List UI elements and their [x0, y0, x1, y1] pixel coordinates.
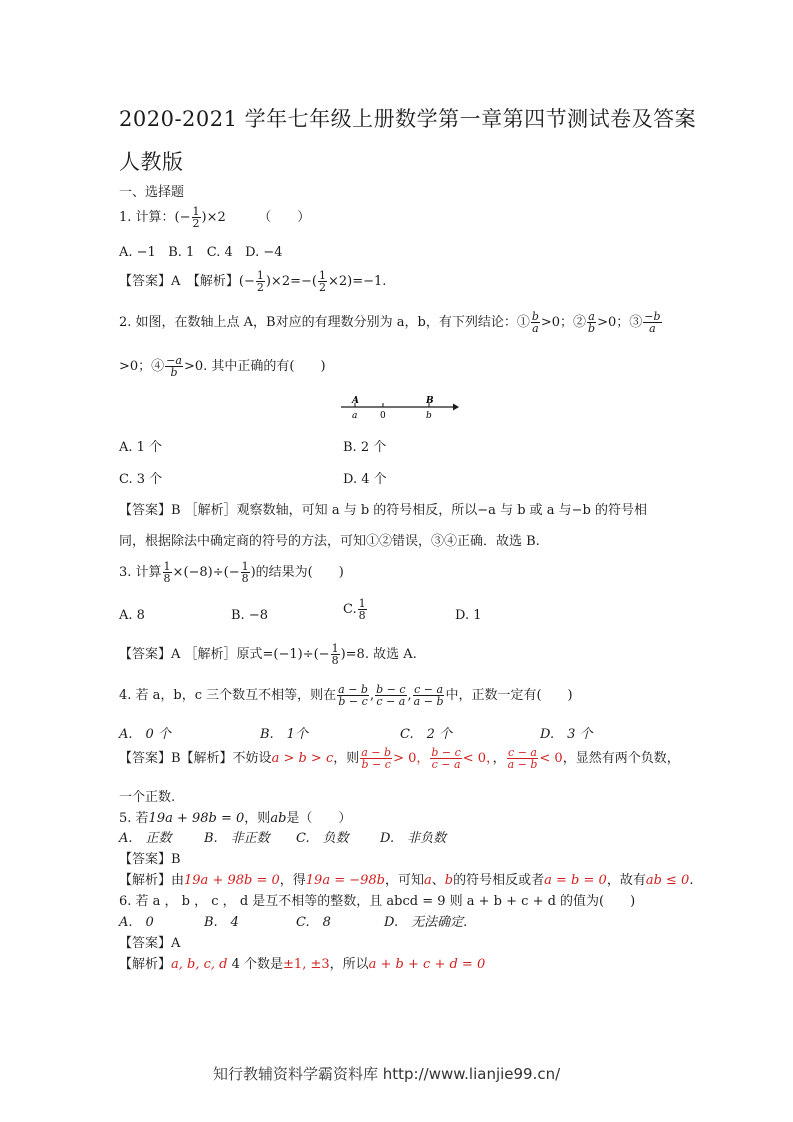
q1-options — [119, 245, 283, 260]
q4-answer: 【答案】B【解析】不妨设a > b > c，则 $\frac{a - b}{b - c}$ > 0， $\frac{b - c}{c - a}$ < 0，， $\frac{c - a}{a - b}$ < 0，显然有两个负数， — [119, 746, 680, 771]
q2-answer-line1: 【答案】B ［解析］观察数轴，可知 a 与 b 的符号相反，所以−a 与 b 或 a 与−b 的符号相 — [119, 503, 648, 518]
q3-option-b: B. −8 — [231, 608, 268, 623]
q5-option-c: C. 负数 — [296, 831, 349, 846]
number-line-arrow — [453, 404, 459, 411]
q6-option-b: B. 4 — [204, 915, 239, 930]
q1-answer: 【答案】A 【解析】(− $\frac{1}{2}$ )×2=−( $\frac{1}{2}$ ×2)=−1. — [119, 269, 387, 294]
q5-option-a: A. 正数 — [119, 831, 172, 846]
number-line-figure — [335, 393, 465, 421]
point-label-A: A — [352, 396, 359, 406]
origin-label: 0 — [380, 411, 386, 421]
q2-stem-line2: >0；④ $\frac{-a}{b}$ >0. 其中正确的有( ) — [119, 354, 326, 379]
q3-option-d: D. 1 — [455, 608, 482, 623]
q3-stem: 3. 计算 $\frac{1}{8}$ ×(−8)÷(− $\frac{1}{8}$ )的结果为( ) — [119, 560, 344, 585]
q2-answer-line2: 同，根据除法中确定商的符号的方法，可知①②错误，③④正确．故选 B. — [119, 534, 540, 549]
doc-title-line2: 人教版 — [119, 150, 184, 174]
q3-option-c: C. $\frac{1}{8}$ — [343, 597, 366, 622]
q1-option-b: B. 1 — [168, 245, 195, 260]
q5-stem: 5. 若19a + 98b = 0，则ab是（ ） — [119, 811, 352, 826]
point-label-B: B — [426, 396, 434, 406]
q1-option-d: D. −4 — [245, 245, 283, 260]
q1-stem: 1. 计算：(− $\frac{1}{2}$ )×2 （ ） — [119, 205, 311, 230]
q5-option-b: B. 非正数 — [204, 831, 270, 846]
q5-answer: 【答案】B — [119, 852, 181, 867]
q2-option-b: B. 2 个 — [343, 440, 387, 455]
q1-option-c: C. 4 — [206, 245, 233, 260]
q1-option-a: A. −1 — [119, 245, 156, 260]
point-label-b: b — [426, 411, 432, 421]
q5-option-d: D. 非负数 — [380, 831, 447, 846]
q4-option-b: B. 1个 — [260, 727, 308, 742]
q6-answer: 【答案】A — [119, 936, 181, 951]
q4-option-c: C. 2 个 — [400, 727, 453, 742]
q2-option-a: A. 1 个 — [119, 440, 163, 455]
q4-stem: 4. 若 a，b，c 三个数互不相等，则在 $\frac{a - b}{b - c}$ , $\frac{b - c}{c - a}$ , $\frac{c - a}{a - b}$ 中，正数一定有( ) — [119, 683, 573, 708]
q6-option-a: A. 0 — [119, 915, 154, 930]
q2-stem-line1: 2. 如图，在数轴上点 A，B对应的有理数分别为 a，b，有下列结论：① $\frac{b}{a}$ >0；② $\frac{a}{b}$ >0；③ $\frac{-b}{a}$ — [119, 310, 661, 335]
q6-explanation: 【解析】a, b, c, d 4 个数是±1, ±3，所以a + b + c + d = 0 — [119, 957, 486, 972]
doc-title-line1: 2020-2021 学年七年级上册数学第一章第四节测试卷及答案 — [119, 107, 697, 131]
q6-option-d: D. 无法确定. — [384, 915, 468, 930]
q6-stem: 6. 若 a ， b ， c ， d 是互不相等的整数，且 abcd = 9 则 a + b + c + d 的值为( ) — [119, 894, 636, 909]
q3-option-a: A. 8 — [119, 608, 145, 623]
point-label-a: a — [352, 411, 358, 421]
footer-watermark: 知行教辅资料学霸资料库 http://www.lianjie99.cn/ — [213, 1065, 561, 1083]
q5-explanation: 【解析】由19a + 98b = 0，得19a = −98b，可知a、b的符号相反或者a = b = 0，故有ab ≤ 0. — [119, 873, 694, 888]
q4-answer-line2: 一个正数. — [119, 790, 176, 805]
q3-answer: 【答案】A ［解析］原式=(−1)÷(− $\frac{1}{8}$ )=8. 故选 A. — [119, 642, 417, 667]
q4-option-a: A. 0 个 — [119, 727, 171, 742]
q2-option-d: D. 4 个 — [343, 472, 387, 487]
q2-option-c: C. 3 个 — [119, 472, 163, 487]
q4-option-d: D. 3 个 — [540, 727, 593, 742]
section-heading: 一、选择题 — [119, 185, 185, 200]
q6-option-c: C. 8 — [296, 915, 331, 930]
